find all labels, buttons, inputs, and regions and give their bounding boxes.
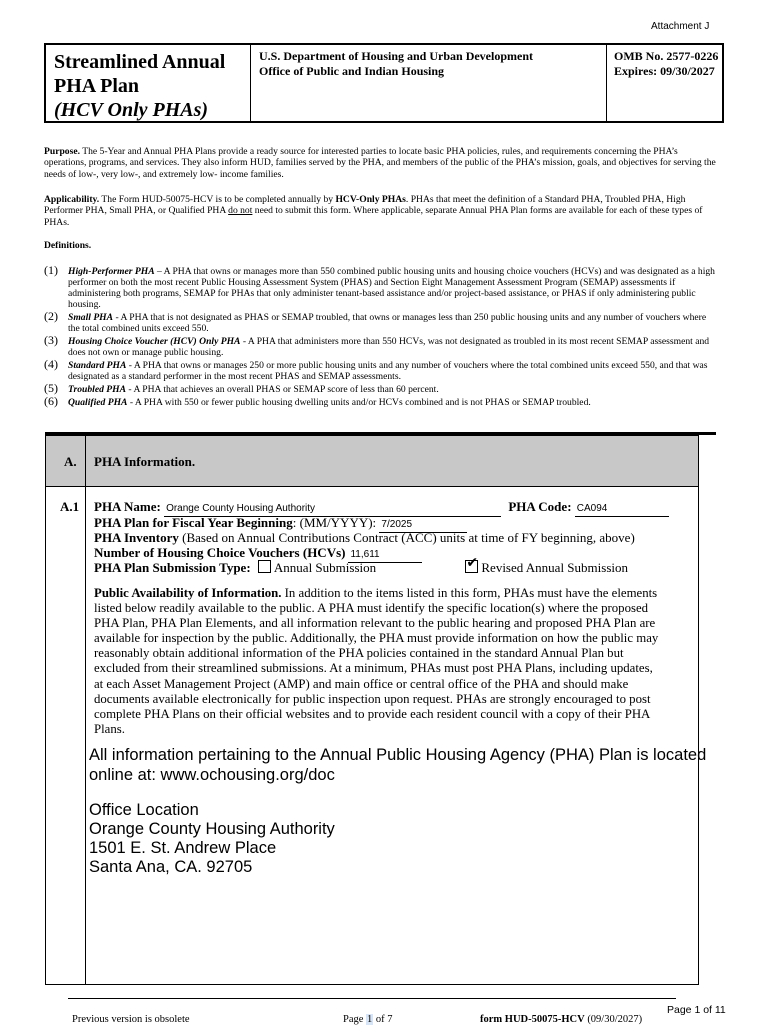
page-suffix: of 7 <box>373 1014 393 1025</box>
inventory-row <box>94 530 635 545</box>
inventory-hint: (Based on Annual Contributions Contract (ACC) units at time of FY beginning, above) <box>178 530 635 545</box>
attachment-label: Attachment J <box>651 21 710 32</box>
expiration-date: Expires: 09/30/2027 <box>614 64 715 78</box>
fiscal-year-label: PHA Plan for Fiscal Year Beginning <box>94 515 293 530</box>
submission-type-label: PHA Plan Submission Type: <box>94 560 251 575</box>
applicability-bold: HCV-Only PHAs <box>335 194 406 205</box>
form-identifier <box>480 1014 642 1025</box>
section-a-header <box>46 436 698 487</box>
definition-text: – A PHA that owns or manages more than 550 combined public housing units and housing choice vouchers (HCVs) and was designated as a high performer on both the most recent Public Housing Assessment System (PHAS) and Section Eight Management Assessment Program (SEMAP) assessments if administering both programs, SEMAP for PHAs that only administer tenant-based assistance and/or project-based assistance, or PHAS if only administering public housing. <box>68 266 715 310</box>
pha-name-field[interactable]: Orange County Housing Authority <box>164 501 501 517</box>
definition-term: Standard PHA <box>68 360 127 371</box>
definition-term: Qualified PHA <box>68 397 128 408</box>
omb-block <box>607 45 722 121</box>
pha-code-field[interactable]: CA094 <box>575 501 669 517</box>
pha-name-row: PHA Name: Orange County Housing Authority PHA Code: CA094 <box>94 499 669 517</box>
definition-term: Troubled PHA <box>68 384 127 395</box>
office-city: Santa Ana, CA. 92705 <box>89 858 253 876</box>
purpose-label: Purpose. <box>44 146 80 157</box>
applicability-paragraph <box>44 194 716 228</box>
fiscal-year-hint: : (MM/YYYY): <box>292 515 380 530</box>
applicability-text-3: need to submit this form. Where applicable, separate Annual PHA Plan forms are available for each of these types of PHAs. <box>44 205 703 228</box>
section-a-table <box>45 435 707 985</box>
office-location-heading: Office Location <box>89 801 199 819</box>
applicability-underlined: do not <box>228 205 253 217</box>
form-date: (09/30/2027) <box>584 1014 643 1025</box>
form-id: form HUD-50075-HCV <box>480 1014 585 1025</box>
definitions-list <box>44 263 720 410</box>
definition-term: Small PHA <box>68 312 114 323</box>
definition-number: (5) <box>44 381 58 395</box>
public-availability-paragraph <box>94 586 664 737</box>
form-title <box>46 45 251 121</box>
title-line-3: (HCV Only PHAs) <box>54 99 209 121</box>
definition-text: - A PHA that owns or manages 250 or more public housing units and any number of vouchers where the total combined units exceed 550, and that was designated as a standard performer in the most recent PHAS and SEMAP assessments. <box>68 360 708 382</box>
agency-line-1: U.S. Department of Housing and Urban Development <box>259 49 534 63</box>
purpose-text: The 5-Year and Annual PHA Plans provide a ready source for interested parties to locate basic PHA policies, rules, and requirements concerning the PHA’s operations, programs, and services. They also inform HUD, families served by the PHA, and members of the public of the PHA’s mission, goals, and objectives for serving the needs of low-, very low-, and extremely low- income families. <box>44 146 716 180</box>
definition-number: (3) <box>44 333 58 347</box>
section-letter: A. <box>64 454 77 469</box>
definition-text: - A PHA that administers more than 550 HCVs, was not designated as troubled in its most recent SEMAP assessment and does not own or manage public housing. <box>68 336 710 358</box>
definition-item <box>44 394 720 408</box>
definition-item <box>44 309 720 334</box>
definition-number: (1) <box>44 263 58 277</box>
definition-item <box>44 333 720 358</box>
definition-text: - A PHA with 550 or fewer public housing dwelling units and/or HCVs combined and is not PHAS or SEMAP troubled. <box>127 397 591 408</box>
public-availability-text: In addition to the items listed in this form, PHAs must have the elements listed below readily available to the public. A PHA must identify the specific location(s) where the proposed PHA Plan, PHA Plan Elements, and all information relevant to the public hearing and proposed PHA Plan are available for inspection by the public. Additionally, the PHA must provide information on how the public may reasonably obtain additional information of the PHA policies contained in the standard Annual Plan but excluded from their streamlined submissions. At a minimum, PHAs must post PHA Plans, including updates, at each Asset Management Project (AMP) and main office or central office of the PHA and should make documents available electronically for public inspection upon request. PHAs are strongly encouraged to post complete PHA Plans on their official websites and to provide each resident council with a copy of their PHA Plans. <box>94 586 659 736</box>
section-title: PHA Information. <box>94 454 196 469</box>
applicability-label: Applicability. <box>44 194 100 205</box>
table-column-divider <box>85 486 86 984</box>
form-header <box>44 43 724 123</box>
page-indicator <box>343 1014 393 1025</box>
subsection-number: A.1 <box>60 499 80 514</box>
annual-submission-label: Annual Submission <box>273 560 377 575</box>
hcv-count-field[interactable]: 11,611 <box>348 547 422 563</box>
purpose-paragraph <box>44 146 716 180</box>
annual-submission-checkbox[interactable] <box>258 560 271 573</box>
agency-line-2: Office of Public and Indian Housing <box>259 64 445 78</box>
page-prefix: Page <box>343 1014 367 1025</box>
pha-name-label: PHA Name <box>94 499 157 514</box>
office-name: Orange County Housing Authority <box>89 820 335 838</box>
definition-item <box>44 263 720 310</box>
agency-block <box>251 45 607 121</box>
omb-number: OMB No. 2577-0226 <box>614 49 719 63</box>
current-page-number[interactable]: 1 <box>367 1014 373 1025</box>
definition-text: - A PHA that achieves an overall PHAS or SEMAP score of less than 60 percent. <box>126 384 439 395</box>
title-line-2: PHA Plan <box>54 75 140 97</box>
applicability-text-2: . PHAs that meet the definition of a Standard PHA, Troubled PHA, High Performer PHA, Small PHA, or Qualified PHA <box>44 194 686 217</box>
definition-term: High-Performer PHA <box>68 266 155 277</box>
revised-submission-checkbox[interactable] <box>465 560 478 573</box>
applicability-text-1: The Form HUD-50075-HCV is to be completed annually by <box>99 194 336 205</box>
footer-rule <box>68 998 676 999</box>
hcv-count-label: Number of Housing Choice Vouchers (HCVs) <box>94 545 346 560</box>
definition-term: Housing Choice Voucher (HCV) Only PHA <box>68 336 241 347</box>
pha-code-label: PHA Code <box>508 499 568 514</box>
obsolete-notice: Previous version is obsolete <box>72 1014 190 1025</box>
definition-number: (6) <box>44 394 58 408</box>
definition-text: - A PHA that is not designated as PHAS or SEMAP troubled, that owns or manages less than 250 public housing units and any number of vouchers where the total combined units exceed 550. <box>68 312 707 334</box>
title-line-1: Streamlined Annual <box>54 51 226 73</box>
plan-location-line-2: online at: www.ochousing.org/doc <box>89 766 335 784</box>
definition-number: (2) <box>44 309 58 323</box>
definition-number: (4) <box>44 357 58 371</box>
revised-submission-label: Revised Annual Submission <box>481 560 628 575</box>
fiscal-year-field[interactable]: 7/2025 <box>379 517 467 533</box>
submission-type-row <box>94 560 628 575</box>
definitions-heading <box>44 240 716 251</box>
definition-item <box>44 357 720 382</box>
definitions-label: Definitions. <box>44 240 92 251</box>
public-availability-label: Public Availability of Information. <box>94 586 282 600</box>
inventory-label: PHA Inventory <box>94 530 179 545</box>
page-stamp: Page 1 of 11 <box>667 1004 726 1016</box>
definition-item <box>44 381 720 395</box>
office-street: 1501 E. St. Andrew Place <box>89 839 277 857</box>
plan-location-line-1: All information pertaining to the Annual Public Housing Agency (PHA) Plan is located <box>89 746 707 764</box>
